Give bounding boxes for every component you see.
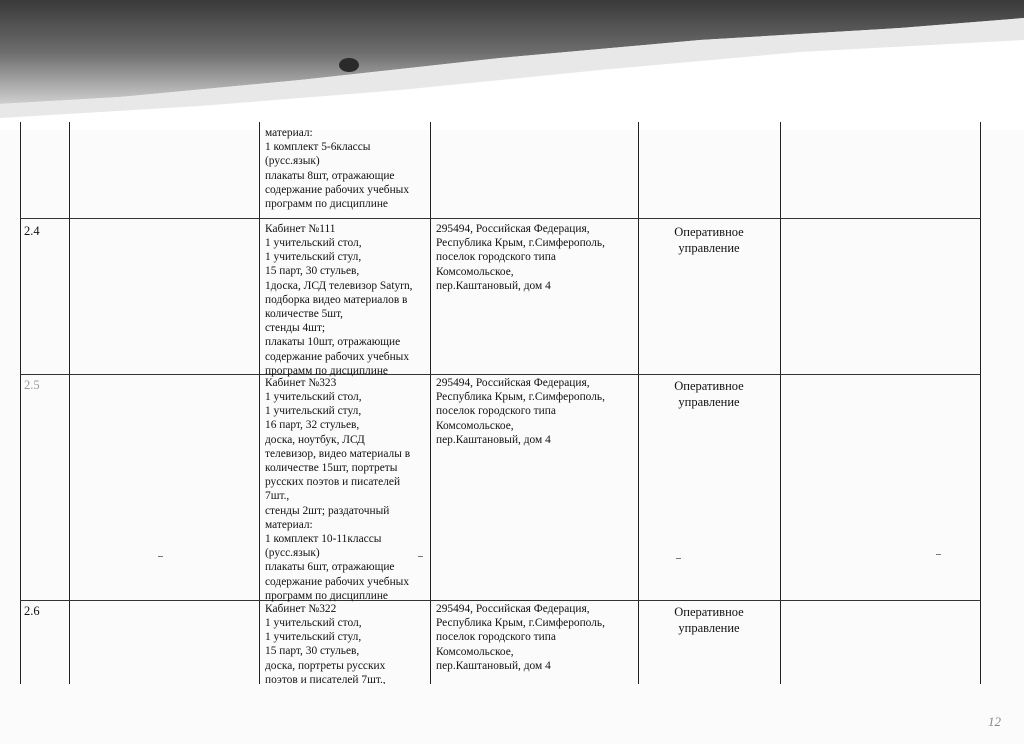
row-1-description: 1 учительский стол, 1 учительский стул, 15 парт, 30 стульев, 1доска, ЛСД телевизор Satyrn, подборка видео материалов в количестве 5шт, стенды 4шт; плакаты 10шт, отражающие содержание рабочих учебных программ по дисциплине xyxy=(265,237,413,377)
row-3-management: Оперативное управление xyxy=(674,605,744,635)
row-1-address: 295494, Российская Федерация, Республика Крым, г.Симферополь, поселок городского типа Комсомольское, пер.Каштановый, дом 4 xyxy=(436,223,605,292)
equipment-table xyxy=(20,122,981,684)
row-1-cabinet-label: Кабинет №111 xyxy=(265,223,336,235)
row-3-cabinet-label: Кабинет №322 xyxy=(265,603,337,615)
row-1-management: Оперативное управление xyxy=(674,225,744,255)
row-3-address: 295494, Российская Федерация, Республика Крым, г.Симферополь, поселок городского типа Комсомольское, пер.Каштановый, дом 4 xyxy=(436,603,605,672)
page-number: 12 xyxy=(988,714,1001,729)
row-2-number: 2.5 xyxy=(24,378,40,392)
row-1-number: 2.4 xyxy=(24,224,40,238)
row-2-description: 1 учительский стол, 1 учительский стул, 16 парт, 32 стульев, доска, ноутбук, ЛСД телевизор, видео материалы в количестве 15шт, портреты русских поэтов и писателей 7шт., стенды 2шт; раздаточный материал: 1 комплект 10-11классы (русс.язык) плакаты 6шт, отражающие содержание рабочих учебных программ по дисциплине xyxy=(265,391,411,602)
row-2-cabinet-label: Кабинет №323 xyxy=(265,377,337,389)
scan-shadow-gradient xyxy=(0,0,1024,130)
row-0-description: материал: 1 комплект 5-6классы (русс.язык) плакаты 8шт, отражающие содержание рабочих учебных программ по дисциплине xyxy=(265,127,410,211)
scan-shadow xyxy=(0,0,1024,130)
row-3-description: 1 учительский стол, 1 учительский стул, 15 парт, 30 стульев, доска, портреты русских поэтов и писателей 7шт., xyxy=(265,617,386,684)
row-2-address: 295494, Российская Федерация, Республика Крым, г.Симферополь, поселок городского типа Комсомольское, пер.Каштановый, дом 4 xyxy=(436,377,605,446)
punch-hole xyxy=(339,58,359,72)
row-3-number: 2.6 xyxy=(24,604,40,618)
row-2-management: Оперативное управление xyxy=(674,379,744,409)
